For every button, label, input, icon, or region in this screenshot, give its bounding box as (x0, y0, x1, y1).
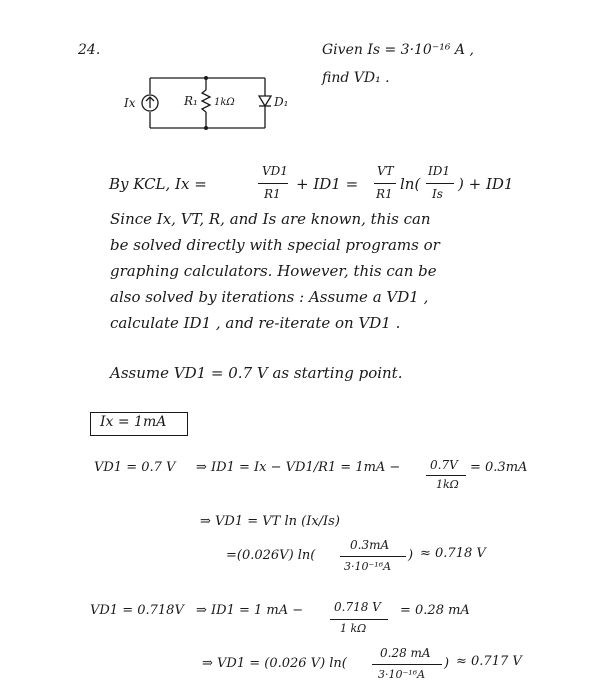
iter1c-suffix: ) (408, 548, 414, 563)
kcl-frac2-den: R1 (376, 187, 393, 201)
iter1c-den: 3·10⁻¹⁶A (344, 560, 392, 573)
frac-bar (330, 619, 388, 620)
iter2b-num: 0.28 mA (380, 646, 431, 660)
paragraph-line: Since Ix, VT, R, and Is are known, this can (110, 210, 431, 228)
iter2b-den: 3·10⁻¹⁶A (378, 668, 426, 681)
frac-bar (258, 183, 288, 184)
paragraph-line: be solved directly with special programs or (110, 236, 440, 254)
frac-bar (426, 183, 454, 184)
boxed-text: Ix = 1mA (100, 414, 167, 430)
iter1-eq: ⇒ ID1 = Ix − VD1/R1 = 1mA − (196, 460, 401, 475)
iter1-num: 0.7V (430, 458, 458, 472)
resistor-value: 1kΩ (214, 97, 235, 108)
kcl-frac3-num: ID1 (428, 164, 450, 178)
iter2-num: 0.718 V (334, 600, 381, 614)
paragraph-line: calculate ID1 , and re-iterate on VD1 . (110, 314, 401, 332)
iter1c-prefix: =(0.026V) ln( (226, 548, 316, 563)
iter2b-result: ≈ 0.717 V (456, 654, 522, 669)
frac-bar (374, 183, 396, 184)
frac-bar (372, 664, 442, 665)
kcl-plus1: + ID1 = (296, 175, 359, 193)
kcl-prefix: By KCL, Ix = (109, 175, 207, 193)
given-line: Given Is = 3·10⁻¹⁶ A , (322, 42, 474, 58)
frac-bar (340, 556, 406, 557)
iter1-result: = 0.3mA (470, 460, 528, 475)
iter1c-result: ≈ 0.718 V (420, 546, 486, 561)
assume-line: Assume VD1 = 0.7 V as starting point. (110, 364, 403, 382)
kcl-frac1-num: VD1 (262, 164, 288, 178)
diode-label: D₁ (274, 95, 289, 109)
source-label: Ix (124, 96, 136, 110)
diode-icon (259, 96, 271, 106)
kcl-ln: ln( (400, 175, 421, 193)
iter2-eq: ⇒ ID1 = 1 mA − (196, 603, 304, 618)
resistor-label: R₁ (184, 94, 198, 108)
iter1b-line: ⇒ VD1 = VT ln (Ix/Is) (200, 514, 340, 529)
kcl-close: ) + ID1 (458, 175, 514, 193)
problem-number: 24. (78, 42, 101, 58)
find-line: find VD₁ . (322, 70, 390, 86)
kcl-frac2-num: VT (377, 164, 394, 178)
iter1-den: 1kΩ (436, 478, 459, 491)
iter2b-suffix: ) (444, 656, 450, 671)
kcl-frac3-den: Is (432, 187, 443, 201)
iter2-result: = 0.28 mA (400, 603, 470, 618)
paragraph-line: graphing calculators. However, this can be (110, 262, 437, 280)
frac-bar (426, 475, 466, 476)
kcl-frac1-den: R1 (264, 187, 281, 201)
resistor-icon (202, 90, 210, 112)
iter2-den: 1 kΩ (340, 622, 367, 635)
iter2b-prefix: ⇒ VD1 = (0.026 V) ln( (202, 656, 347, 671)
iter2-lhs: VD1 = 0.718V (90, 603, 184, 618)
iter1-lhs: VD1 = 0.7 V (94, 460, 176, 475)
iter1c-num: 0.3mA (350, 538, 390, 552)
paragraph-line: also solved by iterations : Assume a VD1 , (110, 288, 429, 306)
